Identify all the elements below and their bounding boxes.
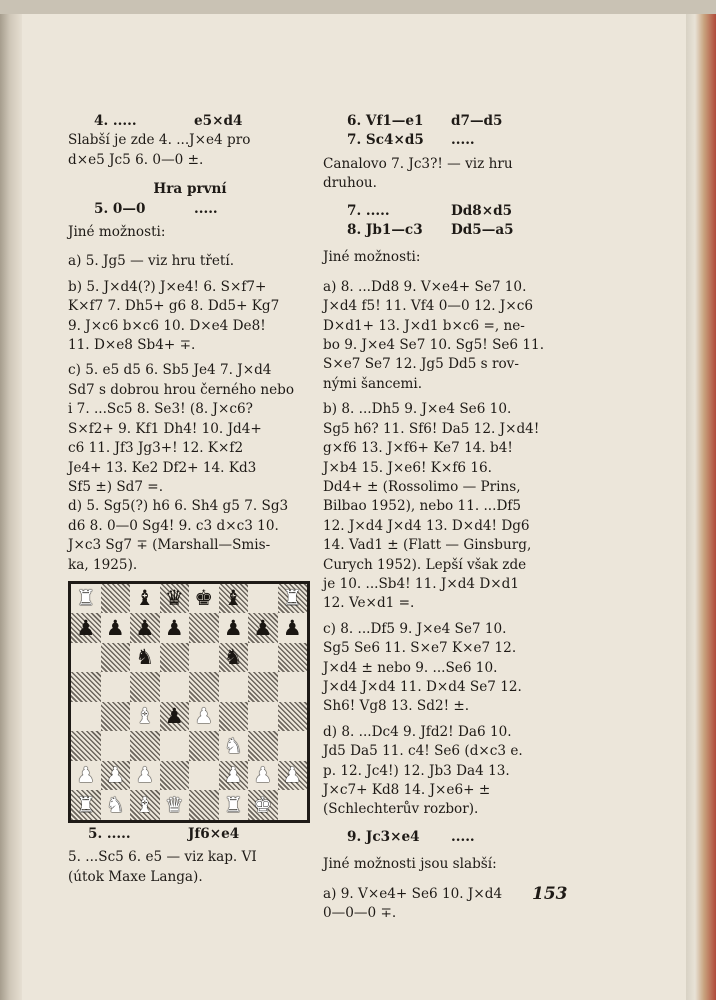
chess-diagram [68, 581, 310, 823]
other-options-heading: Jiné možnosti: [323, 249, 421, 266]
white-bishop-icon: ♝ [135, 704, 155, 729]
board-square [219, 702, 249, 732]
variant-a: a) 8. ...Dd8 9. V×e4+ Se7 10. J×d4 f5! 11. Vf4 0—0 12. J×c6 D×d1+ 13. J×d1 b×c6 =, ne- bo 9. J×e4 Se7 10. Sg5! Se6 11. S×e7 Se7 12. Jg5 Dd5 s rov- nými šancemi. [323, 278, 545, 392]
white-pawn-icon: ♟ [105, 763, 125, 788]
move-9: 9. Jc3×e4 ..... [347, 828, 475, 845]
board-square [248, 790, 278, 820]
board-square [71, 613, 101, 643]
black-pawn-icon: ♟ [282, 615, 302, 640]
board-square [189, 613, 219, 643]
board-square [160, 761, 190, 791]
board-square [219, 643, 249, 673]
note-line: druhou. [323, 175, 377, 192]
black-pawn-icon: ♟ [253, 615, 273, 640]
white-pawn-icon: ♟ [253, 763, 273, 788]
board-square [248, 731, 278, 761]
white-knight-icon: ♞ [223, 733, 243, 758]
white-pawn-icon: ♟ [223, 763, 243, 788]
board-square [219, 761, 249, 791]
board-square [278, 761, 308, 791]
board-square [219, 584, 249, 614]
board-square [189, 731, 219, 761]
white-knight-icon: ♞ [105, 792, 125, 817]
board-square [101, 731, 131, 761]
move-4: 4. ..... e5×d4 [94, 113, 243, 129]
white-pawn-icon: ♟ [135, 763, 155, 788]
white-rook-icon: ♜ [223, 792, 243, 817]
white-pawn-icon: ♟ [194, 704, 214, 729]
board-square [189, 761, 219, 791]
section-heading: Hra první [153, 181, 227, 198]
black-pawn-icon: ♟ [164, 704, 184, 729]
board-square [160, 613, 190, 643]
note-line: Slabší je zde 4. ...J×e4 pro [68, 132, 251, 149]
left-column [68, 112, 312, 887]
board-square [101, 584, 131, 614]
weaker-options-heading: Jiné možnosti jsou slabší: [323, 856, 497, 873]
board-square [219, 790, 249, 820]
black-bishop-icon: ♝ [135, 586, 155, 611]
board-square [101, 613, 131, 643]
board-square [71, 761, 101, 791]
board-square [130, 584, 160, 614]
board-square [278, 702, 308, 732]
move-6: 6. Vf1—e1 d7—d5 [347, 113, 503, 129]
board-square [278, 584, 308, 614]
board-square [189, 790, 219, 820]
white-king-icon: ♚ [253, 792, 273, 817]
board-square [160, 643, 190, 673]
white-queen-icon: ♛ [164, 792, 184, 817]
board-square [248, 702, 278, 732]
move-8: 8. Jb1—c3 Dd5—a5 [347, 222, 514, 239]
move-7-black: 7. ..... Dd8×d5 [347, 202, 513, 219]
board-square [189, 584, 219, 614]
board-square [130, 702, 160, 732]
note-line: d×e5 Jc5 6. 0—0 ±. [68, 151, 204, 168]
board-square [160, 672, 190, 702]
black-pawn-icon: ♟ [223, 615, 243, 640]
board-square [160, 702, 190, 732]
board-square [71, 643, 101, 673]
black-pawn-icon: ♟ [105, 615, 125, 640]
note-line: 5. ...Sc5 6. e5 — viz kap. VI [68, 849, 257, 866]
background-top [0, 0, 716, 14]
board-square [278, 731, 308, 761]
white-pawn-icon: ♟ [282, 763, 302, 788]
board-square [130, 761, 160, 791]
variant-b: b) 8. ...Dh5 9. J×e4 Se6 10. Sg5 h6? 11. Sf6! Da5 12. J×d4! g×f6 13. J×f6+ Ke7 14. b4! J×b4 15. J×e6! K×f6 16. Dd4+ ± (Rossolimo — Prins, Bilbao 1952), nebo 11. ...Df5 12. J×d4 J×d4 13. D×d4! Dg6 14. Vad1 ± (Flatt — Ginsburg, Curych 1952). Lepší však zde je 10. ...Sb4! 11. J×d4 D×d1 12. Ve×d1 =. [323, 401, 540, 612]
board-square [101, 672, 131, 702]
board-square [71, 672, 101, 702]
book-gutter [0, 14, 22, 1000]
black-pawn-icon: ♟ [135, 615, 155, 640]
variant-d: d) 8. ...Dc4 9. Jfd2! Da6 10. Jd5 Da5 11. c4! Se6 (d×c3 e. p. 12. Jc4!) 12. Jb3 Da4 13. J×c7+ Kd8 14. J×e6+ ± (Schlechterův rozbor). [323, 723, 523, 818]
board-square [160, 731, 190, 761]
board-square [248, 584, 278, 614]
note-line: Canalovo 7. Jc3?! — viz hru [323, 155, 513, 172]
black-king-icon: ♚ [194, 586, 214, 611]
board-square [160, 790, 190, 820]
board-square [278, 790, 308, 820]
board-square [219, 731, 249, 761]
board-square [189, 702, 219, 732]
board-square [71, 731, 101, 761]
board-square [248, 613, 278, 643]
variant-c: c) 8. ...Df5 9. J×e4 Se7 10. Sg5 Se6 11. S×e7 K×e7 12. J×d4 ± nebo 9. ...Se6 10. J×d4 J×d4 11. D×d4 Se7 12. Sh6! Vg8 13. Sd2! ±. [323, 620, 522, 715]
board-square [248, 672, 278, 702]
board-square [130, 731, 160, 761]
board-square [219, 672, 249, 702]
page-number: 153 [532, 884, 568, 904]
board-square [130, 672, 160, 702]
board-square [219, 613, 249, 643]
board-square [278, 672, 308, 702]
black-knight-icon: ♞ [135, 645, 155, 670]
board-square [160, 584, 190, 614]
board-square [130, 643, 160, 673]
board-square [130, 613, 160, 643]
board-square [278, 613, 308, 643]
white-bishop-icon: ♝ [135, 792, 155, 817]
board-square [248, 643, 278, 673]
black-pawn-icon: ♟ [164, 615, 184, 640]
black-queen-icon: ♛ [164, 586, 184, 611]
variant-c: c) 5. e5 d5 6. Sb5 Je4 7. J×d4 Sd7 s dobrou hrou černého nebo i 7. ...Sc5 8. Se3! (8. J×c6? S×f2+ 9. Kf1 Dh4! 10. Jd4+ c6 11. Jf3 Jg3+! 12. K×f2 Je4+ 13. Ke2 Df2+ 14. Kd3 Sf5 ±) Sd7 =. [68, 362, 295, 495]
board-square [101, 761, 131, 791]
right-column [323, 112, 585, 923]
black-bishop-icon: ♝ [223, 586, 243, 611]
board-square [71, 790, 101, 820]
move-5-black: 5. ..... Jf6×e4 [88, 825, 240, 842]
variant-a-9: a) 9. V×e4+ Se6 10. J×d4 0—0—0 ∓. [323, 885, 503, 922]
board-square [189, 672, 219, 702]
white-rook-icon: ♜ [282, 586, 302, 611]
board-square [101, 702, 131, 732]
note-line: (útok Maxe Langa). [68, 868, 203, 885]
board-square [101, 643, 131, 673]
board-square [71, 702, 101, 732]
variant-b: b) 5. J×d4(?) J×e4! 6. S×f7+ K×f7 7. Dh5+ g6 8. Dd5+ Kg7 9. J×c6 b×c6 10. D×e4 De8! 11. D×e8 Sb4+ ∓. [68, 278, 280, 354]
move-5: 5. 0—0 ..... [94, 200, 218, 217]
board-square [278, 643, 308, 673]
book-edge [686, 14, 716, 1000]
white-pawn-icon: ♟ [76, 763, 96, 788]
board-square [189, 643, 219, 673]
board-square [130, 790, 160, 820]
white-rook-icon: ♜ [76, 586, 96, 611]
board-square [71, 584, 101, 614]
black-knight-icon: ♞ [223, 645, 243, 670]
variant-a: a) 5. Jg5 — viz hru třetí. [68, 253, 235, 270]
board-square [248, 761, 278, 791]
white-rook-icon: ♜ [76, 792, 96, 817]
other-options-heading: Jiné možnosti: [68, 224, 166, 241]
board-square [101, 790, 131, 820]
move-7: 7. Sc4×d5 ..... [347, 132, 475, 149]
variant-d: d) 5. Sg5(?) h6 6. Sh4 g5 7. Sg3 d6 8. 0—0 Sg4! 9. c3 d×c3 10. J×c3 Sg7 ∓ (Marshall—Smis- ka, 1925). [68, 498, 289, 573]
black-pawn-icon: ♟ [76, 615, 96, 640]
